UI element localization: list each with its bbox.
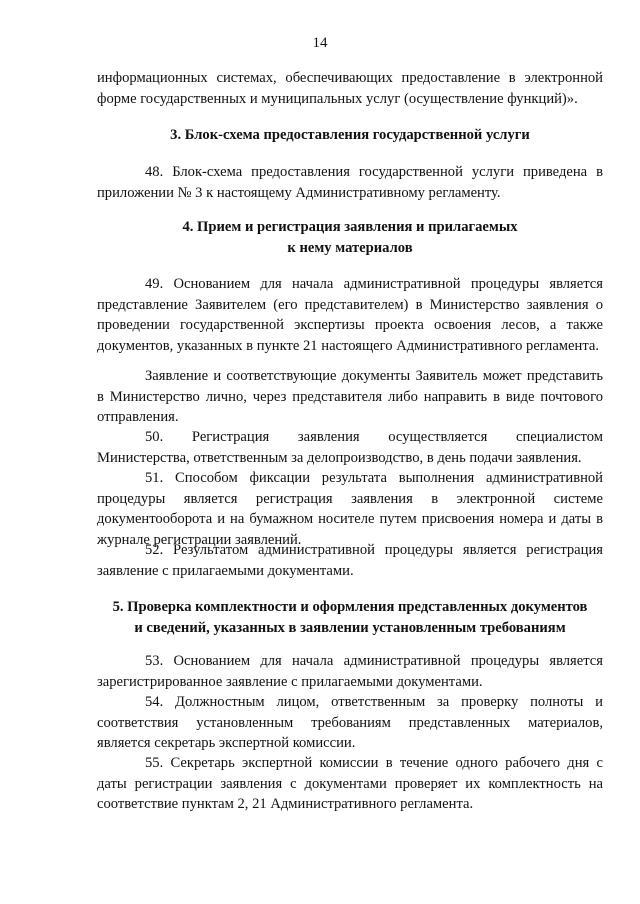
section-4-heading xyxy=(90,217,610,258)
paragraph-50-word: осуществляется xyxy=(388,429,488,445)
paragraph-48: 48. Блок-схема предоставления государственной услуги приведена в приложении № 3 к настоящему Административному регламенту. xyxy=(97,164,603,201)
section-5-heading xyxy=(90,597,610,638)
paragraph-52: 52. Результатом административной процедуры является регистрация заявление с прилагаемыми документами. xyxy=(97,542,603,579)
paragraph-50-rest: Министерства, ответственным за делопроизводство, в день подачи заявления. xyxy=(97,449,582,466)
paragraph-49: 49. Основанием для начала административной процедуры является представление Заявителем (его представителем) в Министерство заявления о проведении государственной экспертизы проекта освоения лесов, а также документов, указанных в пункте 21 настоящего Административного регламента. xyxy=(97,276,603,354)
paragraph-55: 55. Секретарь экспертной комиссии в течение одного рабочего дня с даты регистрации заявления с документами проверяет их комплектность на соответствие пунктам 2, 21 Административного регламента. xyxy=(97,755,603,813)
paragraph-50-word: Регистрация xyxy=(191,429,270,445)
paragraph-49-continuation: Заявление и соответствующие документы Заявитель может представить в Министерство лично, через представителя либо направить в виде почтового отправления. xyxy=(97,368,603,426)
page-number: 14 xyxy=(312,35,328,51)
paragraph-50-word: 50. xyxy=(145,429,164,445)
section-4-heading-line-1: 4. Прием и регистрация заявления и прилагаемых xyxy=(182,219,518,235)
paragraph-54: 54. Должностным лицом, ответственным за проверку полноты и соответствия установленным требованиям представленных материалов, является секретарь экспертной комиссии. xyxy=(97,694,603,752)
section-4-heading-line-2: к нему материалов xyxy=(287,239,413,256)
paragraph-50-word: специалистом xyxy=(516,429,603,445)
paragraph-50-first-line xyxy=(97,427,603,448)
section-3-heading-text: 3. Блок-схема предоставления государственной услуги xyxy=(170,127,530,143)
paragraph-50 xyxy=(97,427,603,468)
section-5-heading-line-1: 5. Проверка комплектности и оформления представленных документов xyxy=(112,599,588,615)
section-3-heading xyxy=(90,125,610,146)
paragraph-51: 51. Способом фиксации результата выполнения административной процедуры является регистрация заявления в электронной системе документооборота и на бумажном носителе путем присвоения номера и даты в журнале регистрации заявлений. xyxy=(97,470,603,548)
section-5-heading-line-2: и сведений, указанных в заявлении установленным требованиям xyxy=(134,619,566,636)
paragraph-50-word: заявления xyxy=(297,429,360,445)
intro-paragraph: информационных системах, обеспечивающих предоставление в электронной форме государственных и муниципальных услуг (осуществление функций)». xyxy=(97,70,603,107)
paragraph-53: 53. Основанием для начала административной процедуры является зарегистрированное заявление с прилагаемыми документами. xyxy=(97,653,603,690)
